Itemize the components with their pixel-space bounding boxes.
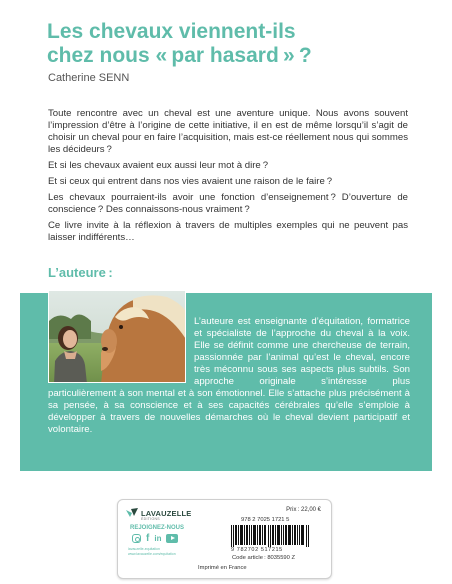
barcode-card [117,499,332,579]
article-code: Code article : 8035590 Z [232,555,296,561]
social-icons [132,534,178,543]
paragraph: Et si les chevaux avaient eux aussi leur mot à dire ? [48,160,269,171]
author-section-heading: L’auteure : [48,265,113,280]
facebook-icon[interactable]: f [146,533,150,544]
publisher-name: LAVAUZELLE [141,508,192,518]
barcode-icon [231,525,311,547]
publisher-links [128,547,176,557]
paragraph: Toute rencontre avec un cheval est une aventure unique. Nous avons souvent l’impression d’être à l’origine de cette initiative, il en est de même lorsqu’il s’agit de choisir un cheval pour en faire l’acquisition, mais est-ce réellement nous qui sommes les décideurs ? [48,108,408,155]
youtube-icon[interactable] [166,534,178,543]
publisher-tagline: ÉDITIONS [141,517,160,521]
join-us-label: REJOIGNEZ-NOUS [130,525,185,531]
back-cover-text [48,108,408,248]
barcode-number: 9 782702 517215 [231,547,283,553]
paragraph: Ce livre invite à la réflexion à travers de multiples exemples qui ne peuvent pas laisser indifférents… [48,220,408,243]
title-line-1: Les chevaux viennent-ils [47,20,296,43]
printed-in: Imprimé en France [198,565,247,571]
instagram-icon[interactable] [132,534,141,543]
book-title [47,20,427,68]
price: Prix : 22,00 € [286,507,321,513]
linkedin-icon[interactable]: in [154,534,162,543]
paragraph: Et si ceux qui entrent dans nos vies avaient une raison de le faire ? [48,176,333,187]
link-social[interactable]: lavauzelle-equitation [128,547,160,551]
title-line-2: chez nous « par hasard » ? [47,44,312,67]
publisher-leaf-icon [126,508,138,518]
author-bio [48,316,410,436]
photo-wrap-spacer [48,316,194,378]
author-name: Catherine SENN [48,72,130,84]
paragraph: Les chevaux pourraient-ils avoir une fonction d’enseignement ? D’ouverture de conscience ? Des connaissons-nous vraiment ? [48,192,408,215]
link-website[interactable]: www.lavauzelle.com/equitation [128,552,176,556]
isbn: 978 2 7025 1721 5 [241,517,290,523]
author-bio-text: L’auteure est enseignante d’équitation, formatrice et spécialiste de l’approche du cheval à la voix. Elle se définit comme une chercheuse de terrain, passionnée par l’animal qu’est le cheval, encore très méconnu sous ses aspects plus subtils. Son approche originale s’intéresse plus particulièrement à son mental et à son émotionnel. Elle s’attache plus précisément à sa pensée, à sa conscience et à ses capacités cérébrales qu’elle s’emploie à développer à travers de nouvelles démarches où le cheval devient participatif et volontaire. [48,316,410,435]
